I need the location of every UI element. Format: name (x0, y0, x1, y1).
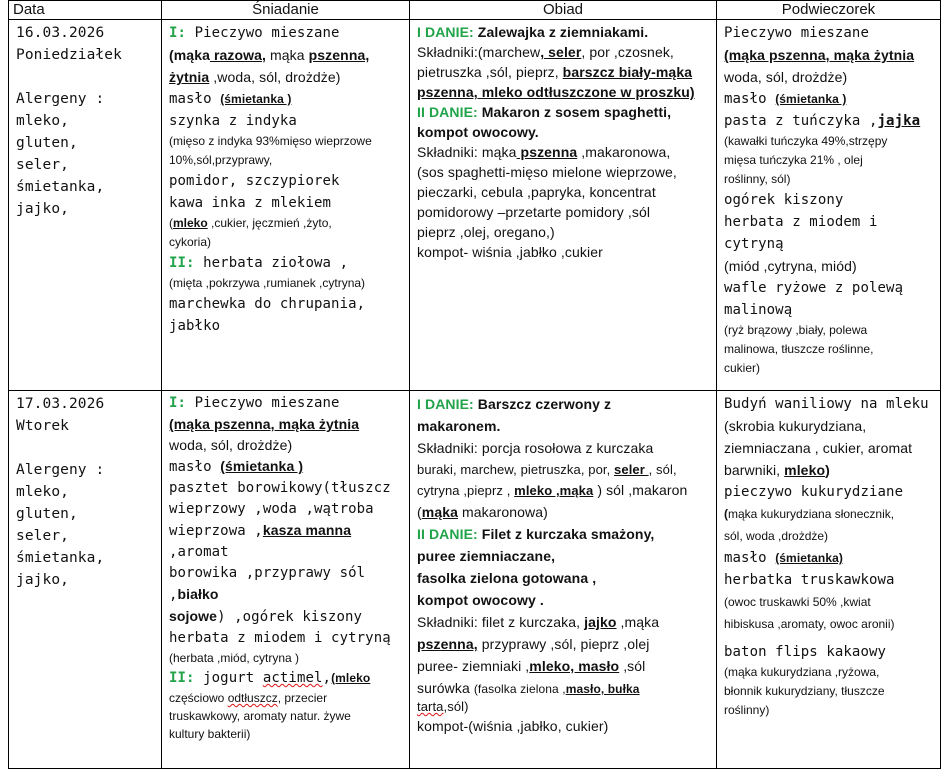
breakfast-cell (162, 20, 410, 391)
ingredients-line: (mięso z indyka 93%mięso wieprzowe (169, 134, 372, 148)
menu-line: pietruszka ,sól, pieprz, barszcz biały-mąka (417, 64, 693, 80)
lunch-cell (410, 20, 717, 391)
menu-line: żytnia ,woda, sól, drożdże) (169, 69, 341, 85)
day-row (9, 20, 941, 391)
allergens-label: Alergeny : (16, 91, 105, 107)
ingredients-line: cykoria) (169, 235, 212, 249)
day-weekday: Poniedziałek (16, 47, 122, 63)
menu-line: Składniki:(marchew, seler, por ,czosnek, (417, 44, 674, 60)
menu-line: jabłko (169, 318, 221, 334)
ingredients-line: malinowa, tłuszcze roślinne, (724, 342, 874, 356)
allergen-item: gluten, (16, 135, 78, 151)
snack-cell (717, 391, 941, 769)
menu-line: woda, sól, drożdże) (724, 69, 848, 85)
menu-line: (mąka makaronowa) (417, 504, 548, 520)
ingredients-line: (mleko ,cukier, jęczmień ,żyto, (169, 216, 332, 230)
menu-line: herbata z miodem i cytryną (724, 214, 878, 252)
date-cell (9, 20, 162, 391)
menu-line: herbatka truskawkowa (724, 572, 895, 588)
menu-line: borowika ,przyprawy sól ,białko (169, 565, 366, 603)
header-lunch: Obiad (410, 1, 717, 20)
breakfast-cell (162, 391, 410, 769)
snack-cell (717, 20, 941, 391)
menu-line: kompot- wiśnia ,jabłko ,cukier (417, 244, 603, 260)
menu-line: cytryna ,pieprz , mleko ,mąka ) sól ,makaron (417, 482, 688, 498)
allergen-item: mleko, (16, 484, 69, 500)
menu-line: (mąka pszenna, mąka żytnia (724, 47, 915, 63)
menu-line: kompot-(wiśnia ,jabłko, cukier) (417, 718, 609, 734)
menu-line: herbata z miodem i cytryną (169, 630, 391, 646)
allergen-item: mleko, (16, 113, 69, 129)
ingredients-line: truskawkowy, aromaty natur. żywe (169, 709, 351, 723)
menu-line: Składniki: mąka pszenna ,makaronowa, (417, 144, 671, 160)
ingredients-line: (mięta ,pokrzywa ,rumianek ,cytryna) (169, 276, 366, 290)
menu-line: masło (śmietanka ) (724, 91, 847, 107)
allergen-item: śmietanka, (16, 550, 105, 566)
ingredients-line: (mąka kukurydziana ,ryżowa, (724, 665, 880, 679)
menu-line: I: Pieczywo mieszane (169, 395, 340, 411)
menu-line: pomidorowy –przetarte pomidory ,sól (417, 204, 651, 220)
menu-line: pasztet borowikowy(tłuszcz (169, 480, 391, 496)
day-weekday: Wtorek (16, 418, 69, 434)
menu-line: (mąka pszenna, mąka żytnia (169, 416, 360, 432)
menu-line: pieprz ,olej, oregano,) (417, 224, 555, 240)
header-breakfast: Śniadanie (162, 1, 410, 20)
ingredients-line: (herbata ,miód, cytryna ) (169, 651, 300, 665)
menu-line: pieczarki, cebula ,papryka, koncentrat (417, 184, 656, 200)
ingredients-line: błonnik kukurydziany, tłuszcze (724, 684, 885, 698)
ingredients-line: roślinny) (724, 703, 770, 717)
menu-line: I DANIE: Barszcz czerwony z (417, 396, 612, 412)
menu-line: pomidor, szczypiorek (169, 173, 340, 189)
date-cell (9, 391, 162, 769)
ingredients-line: mięsa tuńczyka 21% , olej (724, 153, 863, 167)
menu-line: tarta,sól) (417, 699, 469, 714)
menu-line: masło (śmietanka ) (169, 91, 292, 107)
menu-line: (mąka razowa, mąka pszenna, (169, 47, 370, 63)
menu-line: II: herbata ziołowa , (169, 255, 349, 271)
menu-line: malinową (724, 302, 793, 318)
menu-line: buraki, marchew, pietruszka, por, seler , sól, (417, 462, 677, 477)
menu-line: surówka (fasolka zielona ,masło, bułka (417, 680, 640, 696)
menu-line: II DANIE: Makaron z sosem spaghetti, (417, 104, 672, 120)
ingredients-line: cukier) (724, 361, 761, 375)
menu-line: Budyń waniliowy na mleku (724, 396, 929, 412)
lunch-cell (410, 391, 717, 769)
ingredients-line: kultury bakterii) (169, 727, 251, 741)
menu-line: marchewka do chrupania, (169, 296, 366, 312)
menu-line: kompot owocowy. (417, 124, 539, 140)
ingredients-line: częściowo odtłuszcz, przecier (169, 691, 328, 705)
menu-line: makaronem. (417, 418, 501, 434)
menu-line: II: jogurt actimel,(mleko (169, 670, 371, 686)
header-snack: Podwieczorek (717, 1, 941, 20)
allergens-label: Alergeny : (16, 462, 105, 478)
menu-line: pszenna, mleko odtłuszczone w proszku) (417, 84, 695, 100)
header-date: Data (9, 1, 162, 20)
ingredients-line: (kawałki tuńczyka 49%,strzępy (724, 134, 888, 148)
day-row (9, 391, 941, 769)
menu-line: Pieczywo mieszane (724, 25, 869, 41)
menu-line: pasta z tuńczyka ,jajka (724, 113, 921, 129)
menu-table (8, 0, 941, 769)
header-row (9, 1, 941, 20)
menu-line: kawa inka z mlekiem (169, 195, 332, 211)
menu-line: szynka z indyka (169, 113, 297, 129)
menu-line: I DANIE: Zalewajka z ziemniakami. (417, 24, 649, 40)
menu-line: Składniki: porcja rosołowa z kurczaka (417, 440, 654, 456)
ingredients-line: (ryż brązowy ,biały, polewa (724, 323, 868, 337)
allergen-item: śmietanka, (16, 179, 105, 195)
menu-line: puree ziemniaczane, (417, 548, 556, 564)
allergen-item: gluten, (16, 506, 78, 522)
menu-line: woda, sól, drożdże) (169, 437, 293, 453)
allergen-item: seler, (16, 528, 69, 544)
ingredients-line: sól, woda ,drożdże) (724, 529, 829, 543)
menu-line: fasolka zielona gotowana , (417, 570, 597, 586)
allergen-item: jajko, (16, 572, 69, 588)
menu-line: wieprzowy ,woda ,wątroba (169, 501, 374, 517)
menu-line: II DANIE: Filet z kurczaka smażony, (417, 526, 655, 542)
menu-line: (sos spaghetti-mięso mielone wieprzowe, (417, 164, 677, 180)
menu-line: I: Pieczywo mieszane (169, 25, 340, 41)
ingredients-line: (owoc truskawki 50% ,kwiat (724, 595, 871, 609)
menu-line: pieczywo kukurydziane (724, 484, 904, 500)
ingredients-line: hibiskusa ,aromaty, owoc aronii) (724, 617, 895, 631)
menu-line: baton flips kakaowy (724, 644, 887, 660)
menu-line: masło (śmietanka ) (169, 458, 304, 475)
menu-line: sojowe) ,ogórek kiszony (169, 608, 363, 625)
ingredients-line: (mąka kukurydziana słonecznik, (724, 507, 895, 521)
menu-line: wafle ryżowe z polewą (724, 280, 904, 296)
allergen-item: jajko, (16, 201, 69, 217)
menu-line: wieprzowa ,kasza manna ,aromat (169, 522, 352, 560)
menu-line: pszenna, przyprawy ,sól, pieprz ,olej (417, 636, 650, 652)
allergen-item: seler, (16, 157, 69, 173)
ingredients-line: roślinny, sól) (724, 172, 791, 186)
menu-line: kompot owocowy . (417, 592, 544, 608)
menu-line: ziemniaczana , cukier, aromat (724, 440, 913, 456)
menu-line: masło (śmietanka) (724, 550, 843, 566)
ingredients-line: 10%,sól,przyprawy, (169, 153, 273, 167)
menu-line: ogórek kiszony (724, 192, 844, 208)
menu-line: (skrobia kukurydziana, (724, 418, 867, 434)
menu-line: puree- ziemniaki ,mleko, masło ,sól (417, 658, 646, 674)
menu-line: barwniki, mleko) (724, 462, 830, 478)
menu-line: (miód ,cytryna, miód) (724, 258, 857, 274)
day-date: 16.03.2026 (16, 25, 105, 41)
menu-line: Składniki: filet z kurczaka, jajko ,mąka (417, 614, 660, 630)
day-date: 17.03.2026 (16, 396, 105, 412)
